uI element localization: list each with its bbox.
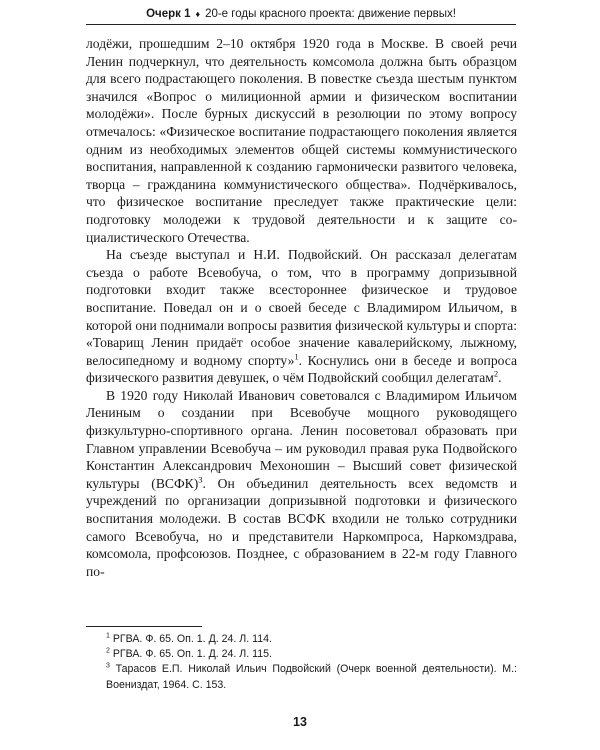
footnote-text: Тарасов Е.П. Николай Ильич Подвойский (Очерк военной деятельности). М.: Воениздат, 1964. С. 153. <box>106 663 517 691</box>
footnote-ref-3[interactable]: 3 <box>198 474 203 485</box>
header-rule <box>86 24 516 25</box>
footnotes <box>86 632 517 693</box>
body-text <box>86 35 517 580</box>
paragraph-2 <box>86 246 517 387</box>
page-number: 13 <box>293 715 307 729</box>
footnote-rule <box>86 626 202 627</box>
paragraph-text-continued: . Коснулись они в беседе и вопроса физического развития девушек, о чём Подвойский сообщил делегатам <box>86 352 517 386</box>
footnote-3 <box>86 662 517 692</box>
paragraph-text: На съезде выступал и Н.И. Подвойский. Он рассказал делегатам съезда о работе Всевобуча, о том, что в программу допризывной подготовки входит также всестороннее физическое и трудовое воспитание. Поведал он и о своей беседе с Владимиром Ильичом, в которой они поднимали вопросы развития физической культуры и спорта: «Товарищ Ленин придаёт особое значение кавалерийскому, лыжному, велосипедному и водному спорту» <box>86 247 517 368</box>
footnote-number: 1 <box>106 632 110 640</box>
footnote-text: РГВА. Ф. 65. Оп. 1. Д. 24. Л. 115. <box>109 648 272 661</box>
footnote-text: РГВА. Ф. 65. Оп. 1. Д. 24. Л. 114. <box>109 633 272 645</box>
footnote-1 <box>86 632 517 647</box>
footnote-number: 2 <box>106 647 110 655</box>
footnote-number: 3 <box>106 662 110 670</box>
footnote-ref-2[interactable]: 2 <box>493 368 499 379</box>
paragraph-1 <box>86 35 517 246</box>
paragraph-text: В 1920 году Николай Иванович советовался с Владимиром Ильичом Лениным о создании при Всевобуче мощного руководящего физкультурно-спортивного органа. Ленин посоветовал образовать при Главном управлении Всевобуча – им руководил правая рука Подвойского Константин Александрович Мехоношин – Высший совет физической культуры (ВСФК) <box>86 387 517 491</box>
chapter-title: 20-е годы красного проекта: движение первых! <box>205 8 456 20</box>
chapter-label: Очерк 1 <box>146 8 191 20</box>
paragraph-3 <box>86 387 517 581</box>
paragraph-text-continued: . Он объединил деятельность всех ведомств и учреждений по организации допризывной подготовки и физического воспитания молодежи. В состав ВСФК входили не только сотрудники самого Всевобуча, но и представители Наркомпроса, Наркомздрава, комсомола, профсоюзов. Позднее, с образованием в 22-м году Главного по- <box>86 475 517 579</box>
running-header <box>86 6 516 22</box>
footnote-2 <box>86 647 517 662</box>
footnote-ref-1[interactable]: 1 <box>294 351 299 362</box>
paragraph-end-punct: . <box>498 370 502 386</box>
paragraph-text: лодёжи, прошедшим 2–10 октября 1920 года в Москве. В своей речи Ленин подчеркнул, что деятельность комсомола должна быть образцом для всего подрастающего поколения. В повестке съезда шестым пунктом значился «Вопрос о милиционной армии и физическом воспитании молодёжи». После бурных дискуссий в резолюции по этому вопросу отмечалось: «Физическое воспитание подрастающего поколения является одним из необходимых элементов общей системы коммунистического воспитания, направленной к созданию гармонически развитого человека, творца – гражданина коммунистического общества». Подчёркивалось, что физическое воспитание преследует также практические цели: подготовку молодежи к трудовой деятельности и к защите социалистического Отечества. <box>86 36 517 245</box>
diamond-separator-icon: ♦ <box>195 9 201 19</box>
